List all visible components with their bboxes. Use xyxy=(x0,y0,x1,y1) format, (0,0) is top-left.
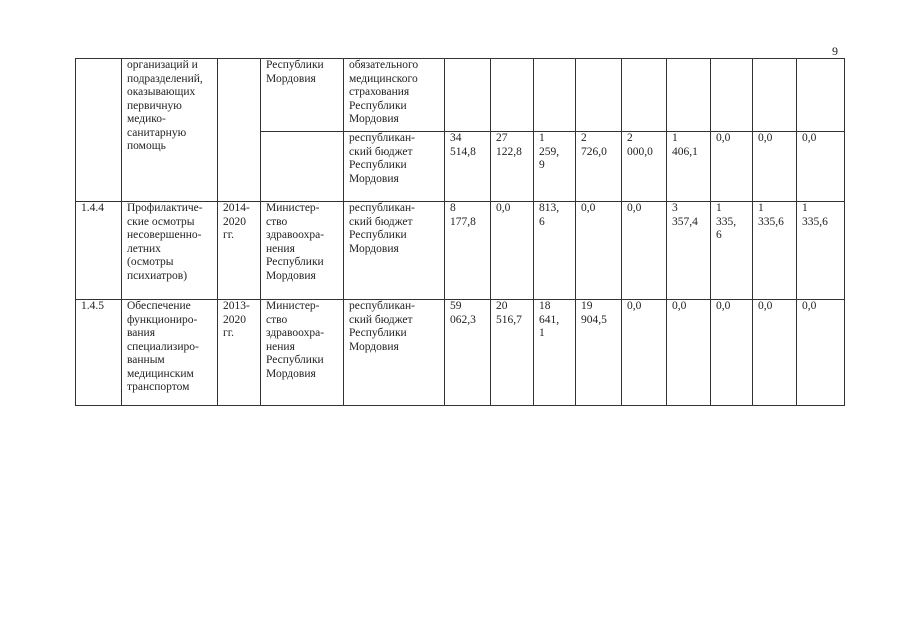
number-cell: 1.4.4 xyxy=(76,202,122,300)
budget-table xyxy=(75,58,845,406)
name-cell: Профилактиче- ские осмотры несовершенно- летних (осмотры психиатров) xyxy=(122,202,218,300)
value-cell xyxy=(753,59,797,132)
value-cell: 0,0 xyxy=(753,132,797,202)
table-row xyxy=(76,59,845,132)
source-cell: республикан- ский бюджет Республики Мордовия xyxy=(344,132,445,202)
value-cell: 3 357,4 xyxy=(667,202,711,300)
value-cell: 0,0 xyxy=(711,132,753,202)
value-cell xyxy=(667,59,711,132)
value-cell xyxy=(622,59,667,132)
source-cell: республикан- ский бюджет Республики Мордовия xyxy=(344,300,445,406)
value-cell: 0,0 xyxy=(491,202,534,300)
number-cell: 1.4.5 xyxy=(76,300,122,406)
value-cell: 19 904,5 xyxy=(576,300,622,406)
value-cell: 1 335,6 xyxy=(797,202,845,300)
name-cell: Обеспечение функциониро- вания специализиро- ванным медицинским транспортом xyxy=(122,300,218,406)
value-cell: 0,0 xyxy=(753,300,797,406)
period-cell: 2014- 2020 гг. xyxy=(218,202,261,300)
value-cell: 59 062,3 xyxy=(445,300,491,406)
value-cell xyxy=(534,59,576,132)
executor-cell: Министер- ство здравоохра- нения Республики Мордовия xyxy=(261,202,344,300)
value-cell: 2 000,0 xyxy=(622,132,667,202)
number-cell xyxy=(76,59,122,202)
name-cell: организаций и подразделений, оказывающих первичную медико- санитарную помощь xyxy=(122,59,218,202)
value-cell: 0,0 xyxy=(797,132,845,202)
period-cell: 2013- 2020 гг. xyxy=(218,300,261,406)
value-cell: 1 259, 9 xyxy=(534,132,576,202)
value-cell xyxy=(711,59,753,132)
executor-cell: Республики Мордовия xyxy=(261,59,344,132)
page-number: 9 xyxy=(832,44,838,58)
value-cell: 8 177,8 xyxy=(445,202,491,300)
value-cell: 1 335,6 xyxy=(753,202,797,300)
executor-cell: Министер- ство здравоохра- нения Республики Мордовия xyxy=(261,300,344,406)
period-cell xyxy=(218,59,261,202)
value-cell: 1 335, 6 xyxy=(711,202,753,300)
value-cell xyxy=(797,59,845,132)
source-cell: республикан- ский бюджет Республики Мордовия xyxy=(344,202,445,300)
value-cell: 0,0 xyxy=(576,202,622,300)
table-row xyxy=(76,300,845,406)
executor-cell xyxy=(261,132,344,202)
table-row xyxy=(76,202,845,300)
value-cell: 0,0 xyxy=(797,300,845,406)
value-cell: 0,0 xyxy=(667,300,711,406)
value-cell: 2 726,0 xyxy=(576,132,622,202)
value-cell: 1 406,1 xyxy=(667,132,711,202)
value-cell: 34 514,8 xyxy=(445,132,491,202)
value-cell: 0,0 xyxy=(622,202,667,300)
source-cell: обязательного медицинского страхования Республики Мордовия xyxy=(344,59,445,132)
value-cell: 20 516,7 xyxy=(491,300,534,406)
value-cell: 18 641, 1 xyxy=(534,300,576,406)
value-cell: 0,0 xyxy=(711,300,753,406)
value-cell xyxy=(576,59,622,132)
value-cell xyxy=(491,59,534,132)
value-cell: 813, 6 xyxy=(534,202,576,300)
value-cell xyxy=(445,59,491,132)
value-cell: 0,0 xyxy=(622,300,667,406)
value-cell: 27 122,8 xyxy=(491,132,534,202)
